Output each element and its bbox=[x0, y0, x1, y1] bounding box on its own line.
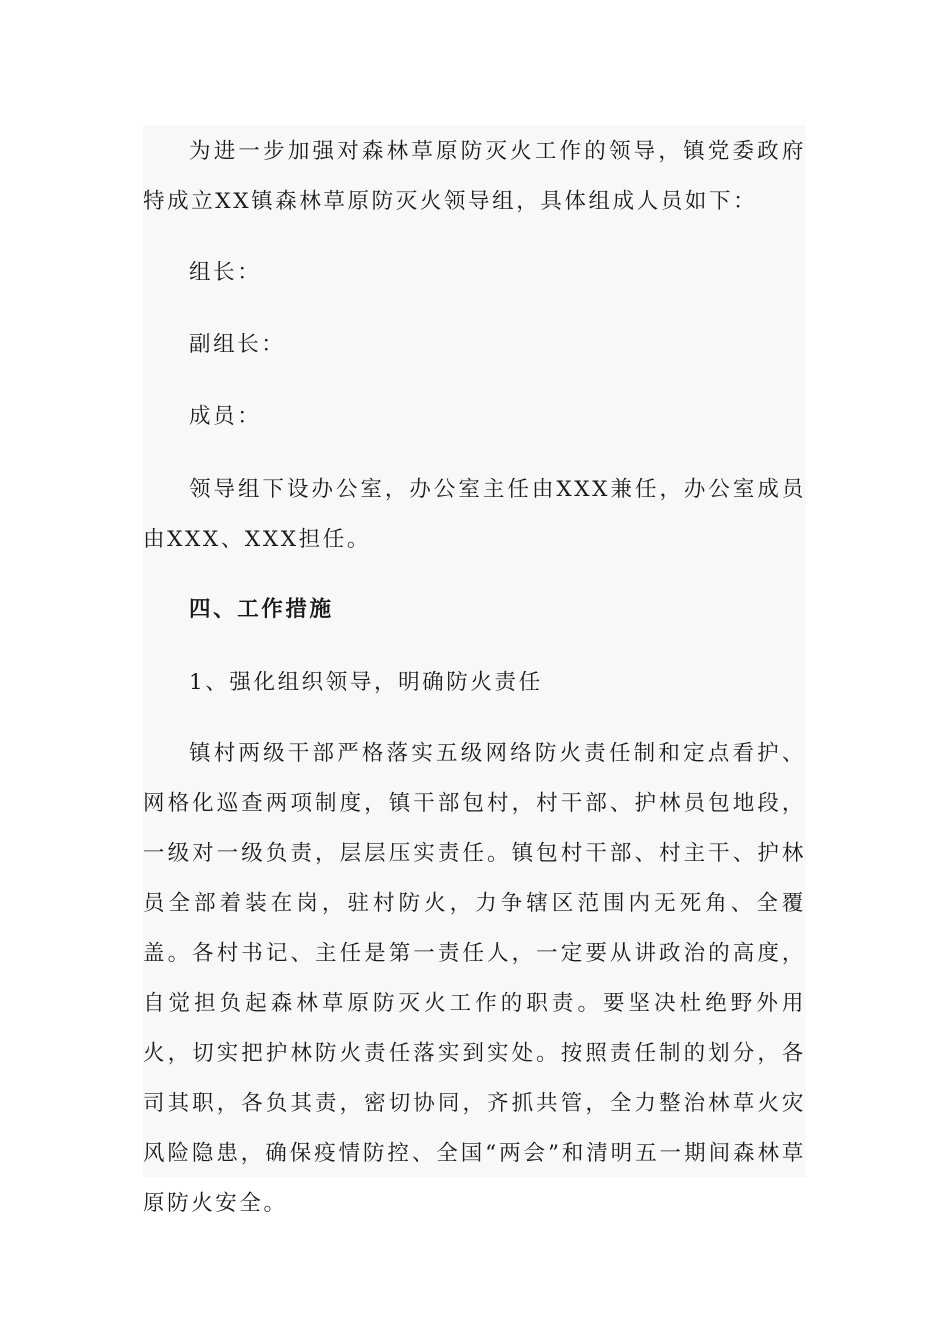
paragraph-intro: 为进一步加强对森林草原防灭火工作的领导，镇党委政府特成立XX镇森林草原防灭火领导组，具体组成人员如下： bbox=[143, 139, 806, 214]
paragraph-members: 成员： bbox=[189, 404, 262, 429]
subheading-1: 1、强化组织领导，明确防火责任 bbox=[189, 670, 543, 695]
document-page bbox=[143, 125, 806, 1216]
paragraph-leader: 组长： bbox=[189, 260, 262, 285]
paragraph-body-1: 镇村两级干部严格落实五级网络防火责任制和定点看护、网格化巡查两项制度，镇干部包村，村干部、护林员包地段，一级对一级负责，层层压实责任。镇包村干部、村主干、护林员全部着装在岗，驻村防火，力争辖区范围内无死角、全覆盖。各村书记、主任是第一责任人，一定要从讲政治的高度，自觉担负起森林草原防灭火工作的职责。要坚决杜绝野外用火，切实把护林防火责任落实到实处。按照责任制的划分，各司其职，各负其责，密切协同，齐抓共管，全力整治林草火灾风险隐患，确保疫情防控、全国“两会”和清明五一期间森林草原防火安全。 bbox=[143, 741, 806, 1216]
paragraph-office: 领导组下设办公室，办公室主任由XXX兼任，办公室成员由XXX、XXX担任。 bbox=[143, 477, 806, 552]
paragraph-deputy-leader: 副组长： bbox=[189, 332, 286, 357]
section-heading: 四、工作措施 bbox=[189, 597, 334, 622]
